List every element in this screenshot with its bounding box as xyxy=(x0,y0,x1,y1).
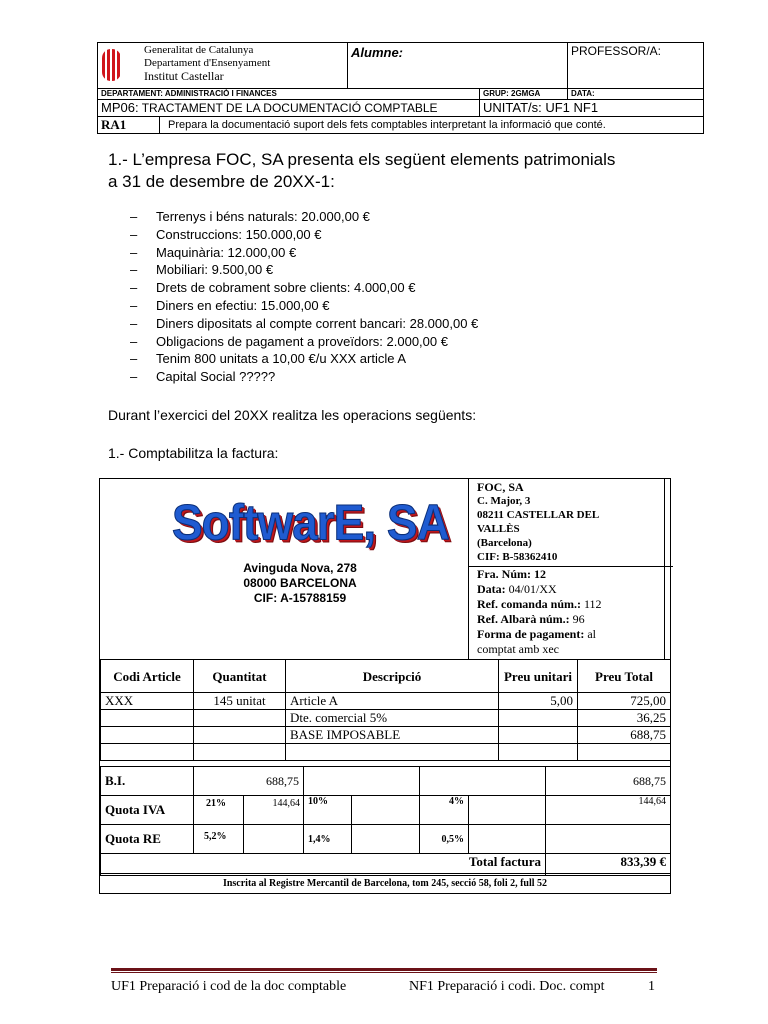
alumne-field[interactable]: Alumne: xyxy=(348,43,568,89)
invoice-lines-table xyxy=(100,659,671,761)
cell-descripcio xyxy=(286,744,499,761)
cell-descripcio: Article A xyxy=(286,693,499,710)
payment-method-cont: comptat amb xec xyxy=(477,642,559,656)
cell-quantitat: 145 unitat xyxy=(194,693,286,710)
list-item: – Capital Social ????? xyxy=(130,369,276,385)
cell-codi xyxy=(101,710,194,727)
re-cell-1 xyxy=(194,825,304,854)
re-rate-05: 0,5% xyxy=(420,825,469,854)
iva-value-4 xyxy=(469,796,546,825)
dash-bullet: – xyxy=(130,369,138,385)
footer-divider-thin xyxy=(111,972,657,973)
list-item: – Mobiliari: 9.500,00 € xyxy=(130,262,274,278)
module-code: MP06: xyxy=(101,100,139,115)
page-number: 1 xyxy=(648,979,655,994)
total-value: 833,39 € xyxy=(546,854,671,876)
invoice-date: Data: 04/01/XX xyxy=(477,582,557,596)
invoice xyxy=(99,478,671,894)
buyer-cif: CIF: B-58362410 xyxy=(477,551,558,563)
col-header-total: Preu Total xyxy=(578,660,671,693)
col-header-preu: Preu unitari xyxy=(499,660,578,693)
iva-label: Quota IVA xyxy=(101,796,194,825)
cell-quantitat xyxy=(194,744,286,761)
invoice-details xyxy=(468,566,673,659)
registry-note: Inscrita al Registre Mercantil de Barcelona, tom 245, secció 58, foli 2, full 52 xyxy=(100,873,670,894)
list-item: – Construccions: 150.000,00 € xyxy=(130,226,322,242)
re-total xyxy=(546,825,671,854)
footer-divider xyxy=(111,968,657,971)
department-label: DEPARTAMENT: ADMINISTRACIÓ I FINANCES xyxy=(98,89,480,100)
iva-value-10 xyxy=(352,796,420,825)
iva-rate-10: 10% xyxy=(304,796,352,825)
cell-codi xyxy=(101,744,194,761)
payment-method: Forma de pagament: al xyxy=(477,627,596,641)
dash-bullet: – xyxy=(130,351,138,367)
iva-rate-4: 4% xyxy=(420,796,469,825)
buyer-address xyxy=(468,479,673,567)
dash-bullet: – xyxy=(130,280,138,296)
department-name: Departament d'Ensenyament xyxy=(144,57,271,69)
list-item: – Diners dipositats al compte corrent bancari: 28.000,00 € xyxy=(130,315,479,331)
list-item: – Diners en efectiu: 15.000,00 € xyxy=(130,297,330,313)
grup-label: GRUP: 2GMGA xyxy=(480,89,568,100)
cell-descripcio: Dte. comercial 5% xyxy=(286,710,499,727)
list-item: – Tenim 800 unitats a 10,00 €/u XXX article A xyxy=(130,351,407,367)
unitat-label: UNITAT/s: UF1 NF1 xyxy=(480,100,704,117)
bi-value: 688,75 xyxy=(194,767,304,796)
seller-street: Avinguda Nova, 278 xyxy=(243,561,357,575)
generalitat-logo xyxy=(98,43,347,87)
exercise-title-line2: a 31 de desembre de 20XX-1: xyxy=(108,172,335,191)
iva-cell-1 xyxy=(194,796,304,825)
iva-rate-21: 21% xyxy=(194,796,244,824)
table-row xyxy=(101,693,671,710)
dash-bullet: – xyxy=(130,333,138,349)
iva-total: 144,64 xyxy=(546,796,671,825)
list-item: – Obligacions de pagament a proveïdors: 2.000,00 € xyxy=(130,333,448,349)
exercise-title xyxy=(108,149,615,193)
data-field[interactable]: DATA: xyxy=(568,89,704,100)
cell-preu xyxy=(499,727,578,744)
invoice-totals-table xyxy=(100,766,671,876)
col-header-descripcio: Descripció xyxy=(286,660,499,693)
col-header-codi: Codi Article xyxy=(101,660,194,693)
exercise-title-line1: 1.- L’empresa FOC, SA presenta els següent elements patrimonials xyxy=(108,150,616,169)
dash-bullet: – xyxy=(130,297,138,313)
invoice-number: Fra. Núm: 12 xyxy=(477,567,546,581)
institution-cell xyxy=(98,43,348,89)
cell-total: 688,75 xyxy=(578,727,671,744)
total-label: Total factura xyxy=(101,854,546,876)
seller-city: 08000 BARCELONA xyxy=(243,576,357,590)
cell-codi: XXX xyxy=(101,693,194,710)
bi-row xyxy=(101,767,671,796)
re-rate-14: 1,4% xyxy=(304,825,352,854)
list-item: – Terrenys i béns naturals: 20.000,00 € xyxy=(130,209,370,224)
cell-codi xyxy=(101,727,194,744)
cell-total: 725,00 xyxy=(578,693,671,710)
table-row xyxy=(101,727,671,744)
cell-quantitat xyxy=(194,710,286,727)
re-label: Quota RE xyxy=(101,825,194,854)
step-1-instruction: 1.- Comptabilitza la factura: xyxy=(108,445,279,461)
re-value-05 xyxy=(469,825,546,854)
list-item: – Drets de cobrament sobre clients: 4.000,00 € xyxy=(130,280,416,296)
buyer-name: FOC, SA xyxy=(477,480,524,494)
buyer-city-cont: VALLÈS xyxy=(477,523,520,535)
re-rate-52: 5,2% xyxy=(194,825,244,853)
software-sa-logo: SoftwarE, SA xyxy=(172,494,449,551)
ra-description: Prepara la documentació suport dels fets comptables interpretant la informació que conté. xyxy=(168,119,606,131)
bi-label: B.I. xyxy=(101,767,194,796)
cell-preu: 5,00 xyxy=(499,693,578,710)
patrimonial-elements-list xyxy=(130,208,478,386)
footer-middle: NF1 Preparació i codi. Doc. compt xyxy=(409,979,605,994)
footer-left: UF1 Preparació i cod de la doc comptable xyxy=(111,979,347,994)
buyer-city: 08211 CASTELLAR DEL xyxy=(477,509,600,521)
table-row xyxy=(101,744,671,761)
list-item: – Maquinària: 12.000,00 € xyxy=(130,244,297,260)
school-name: Institut Castellar xyxy=(144,69,224,83)
cell-total xyxy=(578,744,671,761)
cell-total: 36,25 xyxy=(578,710,671,727)
table-row xyxy=(101,710,671,727)
cell-descripcio: BASE IMPOSABLE xyxy=(286,727,499,744)
re-row xyxy=(101,825,671,854)
generalitat-emblem-icon xyxy=(102,49,121,81)
cell-preu xyxy=(499,744,578,761)
bi-cell-2 xyxy=(304,767,420,796)
cell-preu xyxy=(499,710,578,727)
seller-cif: CIF: A-15788159 xyxy=(253,591,347,605)
iva-value-21: 144,64 xyxy=(272,798,300,809)
dash-bullet: – xyxy=(130,244,138,260)
bi-cell-3 xyxy=(420,767,546,796)
module-title xyxy=(98,100,480,117)
col-header-quantitat: Quantitat xyxy=(194,660,286,693)
iva-row xyxy=(101,796,671,825)
cell-quantitat xyxy=(194,727,286,744)
operations-intro: Durant l’exercici del 20XX realitza les operacions següents: xyxy=(108,407,477,423)
dash-bullet: – xyxy=(130,226,138,242)
re-value-14 xyxy=(352,825,420,854)
invoice-header xyxy=(100,479,670,659)
buyer-province: (Barcelona) xyxy=(477,537,532,549)
order-ref: Ref. comanda núm.: 112 xyxy=(477,597,602,611)
dash-bullet: – xyxy=(130,315,138,331)
dash-bullet: – xyxy=(130,262,138,278)
dash-bullet: – xyxy=(130,209,138,224)
module-name: TRACTAMENT DE LA DOCUMENTACIÓ COMPTABLE xyxy=(138,101,438,115)
professor-field[interactable]: PROFESSOR/A: xyxy=(568,43,704,89)
bi-total: 688,75 xyxy=(546,767,671,796)
buyer-street: C. Major, 3 xyxy=(477,495,531,507)
document-header xyxy=(97,42,704,134)
seller-address xyxy=(200,561,400,606)
delivery-ref: Ref. Albarà núm.: 96 xyxy=(477,612,585,626)
institution-name: Generalitat de Catalunya xyxy=(144,44,254,56)
ra-row xyxy=(98,117,704,134)
ra-code: RA1 xyxy=(98,117,160,133)
